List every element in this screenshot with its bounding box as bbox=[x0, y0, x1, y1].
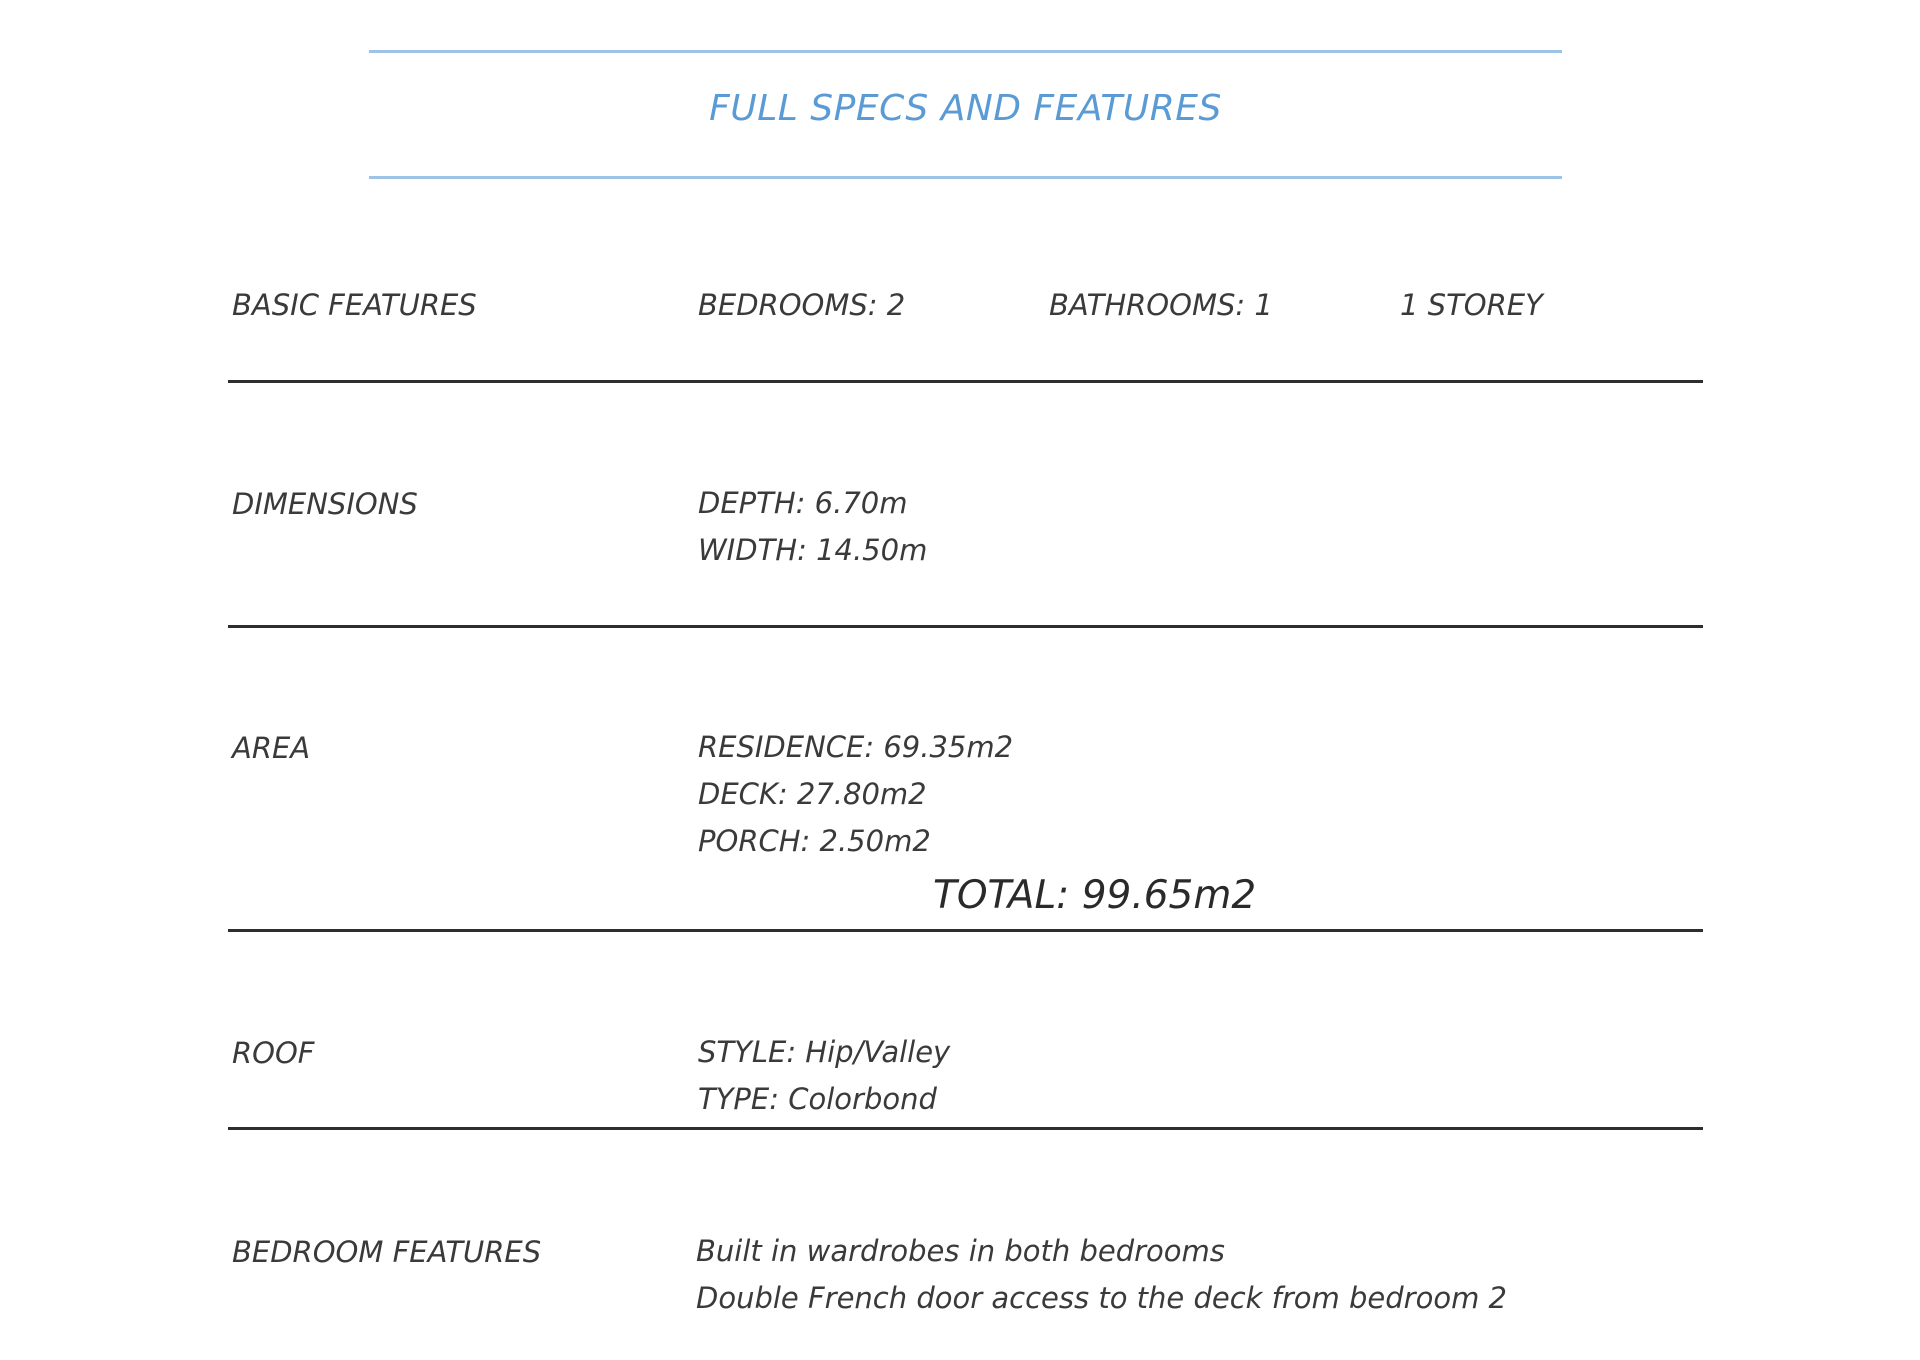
area-values bbox=[698, 724, 1013, 865]
title-rule-top bbox=[369, 50, 1562, 53]
divider-roof bbox=[228, 1127, 1703, 1130]
bedroom-features-label: BEDROOM FEATURES bbox=[232, 1235, 542, 1269]
divider-basic bbox=[228, 380, 1703, 383]
roof-style-value: STYLE: Hip/Valley bbox=[698, 1035, 951, 1069]
residence-value: RESIDENCE: 69.35m2 bbox=[698, 730, 1014, 764]
wardrobes-text: Built in wardrobes in both bedrooms bbox=[696, 1234, 1225, 1268]
deck-value: DECK: 27.80m2 bbox=[698, 777, 927, 811]
bathrooms-value: BATHROOMS: 1 bbox=[1049, 288, 1273, 322]
french-door-text: Double French door access to the deck from bedroom 2 bbox=[696, 1281, 1507, 1315]
bedroom-features-values bbox=[696, 1228, 1507, 1322]
roof-type-value: TYPE: Colorbond bbox=[698, 1082, 937, 1116]
depth-value: DEPTH: 6.70m bbox=[698, 486, 908, 520]
divider-area bbox=[228, 929, 1703, 932]
roof-values bbox=[698, 1029, 950, 1123]
area-label: AREA bbox=[232, 731, 311, 765]
page-title: FULL SPECS AND FEATURES bbox=[709, 88, 1222, 129]
porch-value: PORCH: 2.50m2 bbox=[698, 824, 931, 858]
width-value: WIDTH: 14.50m bbox=[698, 533, 928, 567]
bedrooms-value: BEDROOMS: 2 bbox=[698, 288, 906, 322]
dimensions-values bbox=[698, 480, 927, 574]
title-rule-bottom bbox=[369, 176, 1562, 179]
roof-label: ROOF bbox=[232, 1036, 315, 1070]
storey-value: 1 STOREY bbox=[1400, 288, 1543, 322]
basic-features-label: BASIC FEATURES bbox=[232, 288, 477, 322]
divider-dimensions bbox=[228, 625, 1703, 628]
dimensions-label: DIMENSIONS bbox=[232, 487, 418, 521]
area-total: TOTAL: 99.65m2 bbox=[933, 873, 1257, 918]
